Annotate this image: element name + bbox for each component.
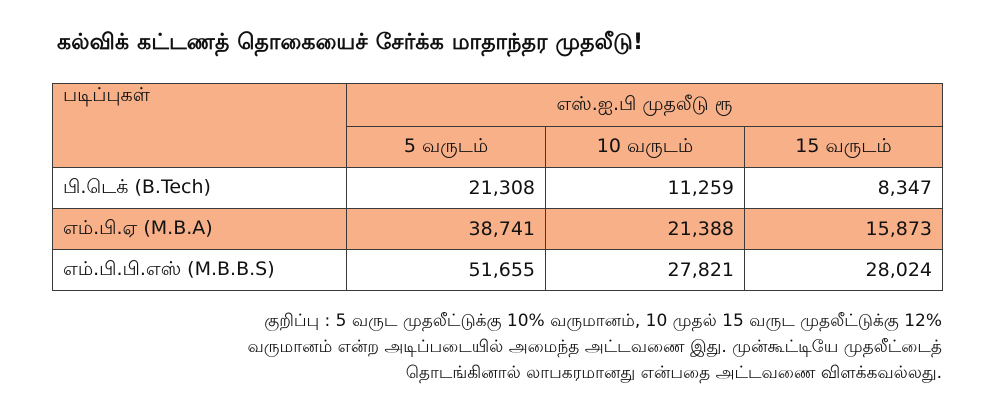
- period-header-5: 5 வருடம்: [347, 127, 546, 168]
- value-15yr: 15,873: [745, 209, 943, 250]
- table-row-highlighted: [53, 209, 943, 250]
- value-10yr: 11,259: [546, 168, 745, 209]
- value-10yr: 27,821: [546, 250, 745, 291]
- footnote-line: வருமானம் என்ற அடிப்படையில் அமைந்த அட்டவணை இது. முன்கூட்டியே முதலீட்டைத்: [247, 337, 942, 357]
- table-row: [53, 168, 943, 209]
- value-15yr: 8,347: [745, 168, 943, 209]
- course-name: எம்.பி.ஏ (M.B.A): [53, 209, 347, 250]
- value-5yr: 21,308: [347, 168, 546, 209]
- sip-table: [52, 83, 943, 291]
- courses-header: படிப்புகள்: [53, 84, 347, 168]
- value-10yr: 21,388: [546, 209, 745, 250]
- footnote: [142, 308, 942, 386]
- course-name: பி.டெக் (B.Tech): [53, 168, 347, 209]
- sip-investment-header: எஸ்.ஐ.பி முதலீடு ரூ: [347, 84, 943, 127]
- value-5yr: 38,741: [347, 209, 546, 250]
- period-header-15: 15 வருடம்: [745, 127, 943, 168]
- footnote-line: குறிப்பு : 5 வருட முதலீட்டுக்கு 10% வருமானம், 10 முதல் 15 வருட முதலீட்டுக்கு 12%: [264, 311, 942, 331]
- period-header-10: 10 வருடம்: [546, 127, 745, 168]
- course-name: எம்.பி.பி.எஸ் (M.B.B.S): [53, 250, 347, 291]
- table-row: [53, 250, 943, 291]
- value-15yr: 28,024: [745, 250, 943, 291]
- page-title: கல்விக் கட்டணத் தொகையைச் சேர்க்க மாதாந்தர முதலீடு!: [57, 30, 644, 55]
- value-5yr: 51,655: [347, 250, 546, 291]
- footnote-line: தொடங்கினால் லாபகரமானது என்பதை அட்டவணை விளக்கவல்லது.: [405, 363, 942, 383]
